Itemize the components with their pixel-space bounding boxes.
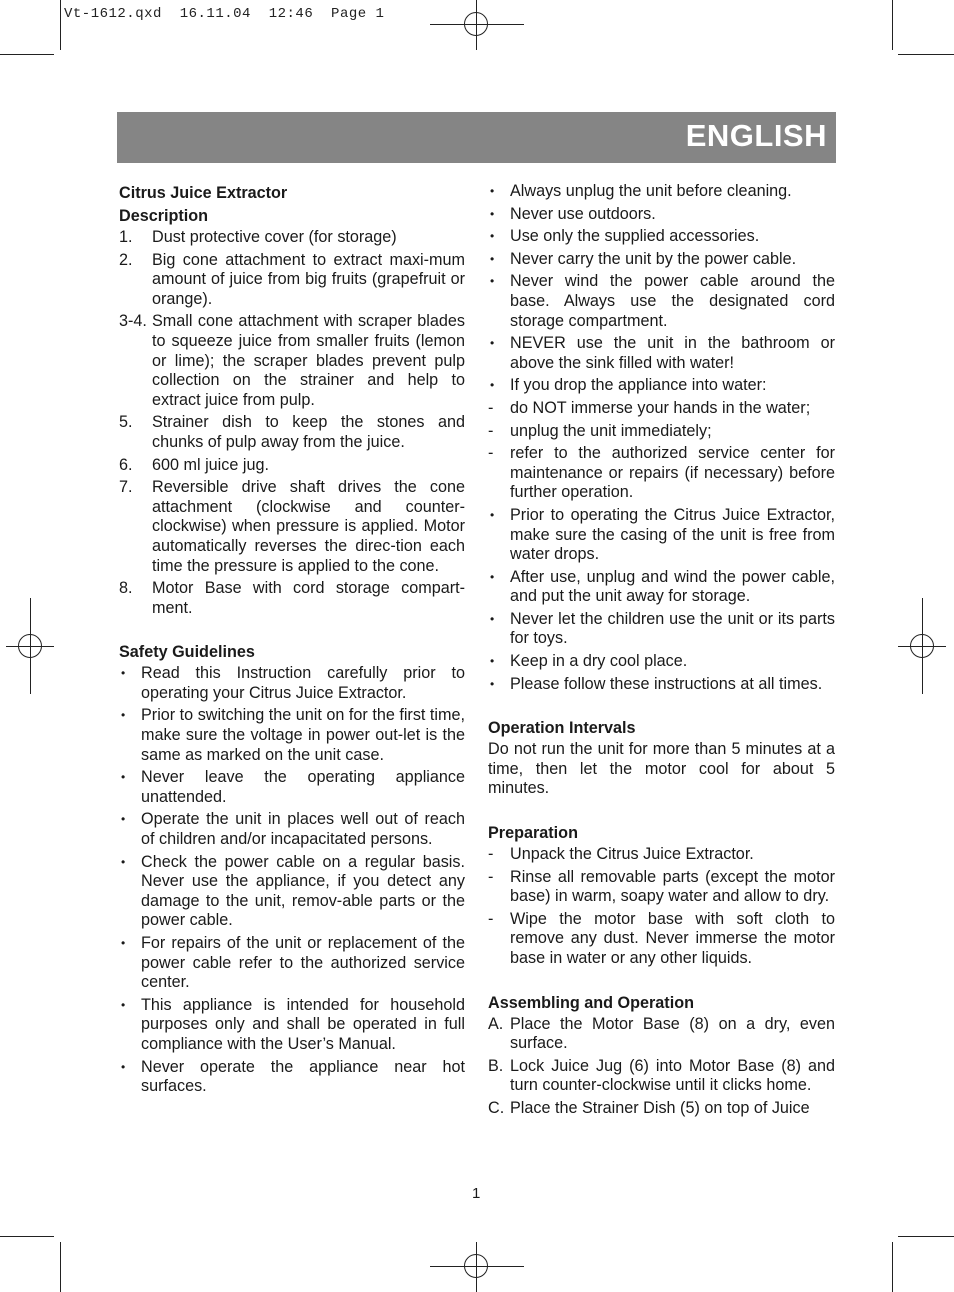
crop-mark xyxy=(60,1242,61,1292)
list-item: A. Place the Motor Base (8) on a dry, even surface. xyxy=(488,1014,835,1053)
page-number: 1 xyxy=(472,1185,481,1202)
banner-title: ENGLISH xyxy=(685,118,827,153)
list-item: • Operate the unit in places well out of reach of children and/or incapacitated persons. xyxy=(121,810,465,849)
assembly-heading: Assembling and Operation xyxy=(488,993,694,1012)
list-item: - do NOT immerse your hands in the water; xyxy=(488,398,811,417)
print-slug: Vt-1612.qxd 16.11.04 12:46 Page 1 xyxy=(64,6,385,22)
crop-mark xyxy=(892,1242,893,1292)
preparation-heading: Preparation xyxy=(488,824,578,843)
crop-mark xyxy=(0,1236,54,1237)
list-item: - refer to the authorized service center for maintenance or repairs (if necessary) before further operation. xyxy=(488,444,835,502)
crop-mark xyxy=(898,1236,954,1237)
list-item: 5. Strainer dish to keep the stones and chunks of pulp away from the juice. xyxy=(119,413,465,451)
preparation-list xyxy=(488,845,835,969)
list-item: 3-4. Small cone attachment with scraper blades to squeeze juice from smaller fruits (lemon or lime); the scraper blades prevent pulp collection on the strainer and help to extract juice from pulp. xyxy=(119,312,465,409)
safety-list-continued xyxy=(488,182,835,694)
safety-list xyxy=(119,664,465,1096)
list-item: • Never let the children use the unit or its parts for toys. xyxy=(490,609,835,648)
intervals-text: Do not run the unit for more than 5 minutes at a time, then let the motor cool for about 5 minutes. xyxy=(488,740,835,798)
list-item: B. Lock Juice Jug (6) into Motor Base (8) and turn counter-clockwise until it clicks home. xyxy=(488,1056,835,1095)
list-item: • Keep in a dry cool place. xyxy=(490,652,688,671)
list-item: • Never leave the operating appliance unattended. xyxy=(121,768,465,806)
list-item: • Please follow these instructions at all times. xyxy=(490,674,823,693)
product-title: Citrus Juice Extractor xyxy=(119,184,288,202)
list-item: • After use, unplug and wind the power cable, and put the unit away for storage. xyxy=(490,567,835,606)
assembly-list xyxy=(488,1015,835,1119)
intervals-heading: Operation Intervals xyxy=(488,719,636,738)
crop-mark xyxy=(898,54,954,55)
right-column xyxy=(488,182,835,1122)
list-item: • Never carry the unit by the power cable. xyxy=(490,249,797,268)
list-item: C. Place the Strainer Dish (5) on top of Juice xyxy=(488,1098,810,1117)
list-item: - unplug the unit immediately; xyxy=(488,421,712,440)
description-list xyxy=(119,228,465,618)
list-item: - Wipe the motor base with soft cloth to remove any dust. Never immerse the motor base in water or any other liquids. xyxy=(488,909,835,967)
list-item: • Prior to operating the Citrus Juice Extractor, make sure the casing of the unit is free from water drops. xyxy=(490,505,835,564)
list-item: 2. Big cone attachment to extract maxi-mum amount of juice from big fruits (grapefruit or orange). xyxy=(119,250,465,308)
list-item: • Never wind the power cable around the base. Always use the designated cord storage compartment. xyxy=(490,272,835,330)
list-item: • NEVER use the unit in the bathroom or above the sink filled with water! xyxy=(490,334,835,372)
description-heading: Description xyxy=(119,207,209,225)
crop-mark xyxy=(60,0,61,50)
list-item: 6. 600 ml juice jug. xyxy=(119,455,269,474)
list-item: 1. Dust protective cover (for storage) xyxy=(119,228,397,246)
list-item: - Rinse all removable parts (except the motor base) in warm, soapy water and allow to dry. xyxy=(488,867,835,906)
crop-mark xyxy=(892,0,893,50)
list-item: • Prior to switching the unit on for the first time, make sure the voltage in power out-let is the same as marked on the unit case. xyxy=(121,706,465,764)
list-item: • Use only the supplied accessories. xyxy=(490,227,760,246)
list-item: - Unpack the Citrus Juice Extractor. xyxy=(488,845,754,864)
list-item: • Never operate the appliance near hot surfaces. xyxy=(121,1057,465,1096)
safety-heading: Safety Guidelines xyxy=(119,643,255,662)
list-item: • Always unplug the unit before cleaning. xyxy=(490,182,792,200)
list-item: 7. Reversible drive shaft drives the cone attachment (clockwise and counter-clockwise) when pressure is applied. Motor automatically reverses the direc-tion each time the pressure is applied to the cone. xyxy=(119,478,465,575)
list-item: • Read this Instruction carefully prior to operating your Citrus Juice Extractor. xyxy=(121,664,465,702)
language-banner xyxy=(117,112,836,163)
crop-mark xyxy=(0,54,54,55)
list-item: • This appliance is intended for household purposes only and shall be operated in full compliance with the User’s Manual. xyxy=(121,995,465,1053)
left-column xyxy=(119,182,465,1100)
list-item: • Check the power cable on a regular basis. Never use the appliance, if you detect any damage to the unit, remov-able parts or the power cable. xyxy=(121,852,465,930)
list-item: 8. Motor Base with cord storage compart-ment. xyxy=(119,579,465,617)
list-item: • For repairs of the unit or replacement of the power cable refer to the authorized service center. xyxy=(121,934,465,992)
list-item: • If you drop the appliance into water: xyxy=(490,376,767,395)
list-item: • Never use outdoors. xyxy=(490,204,656,223)
